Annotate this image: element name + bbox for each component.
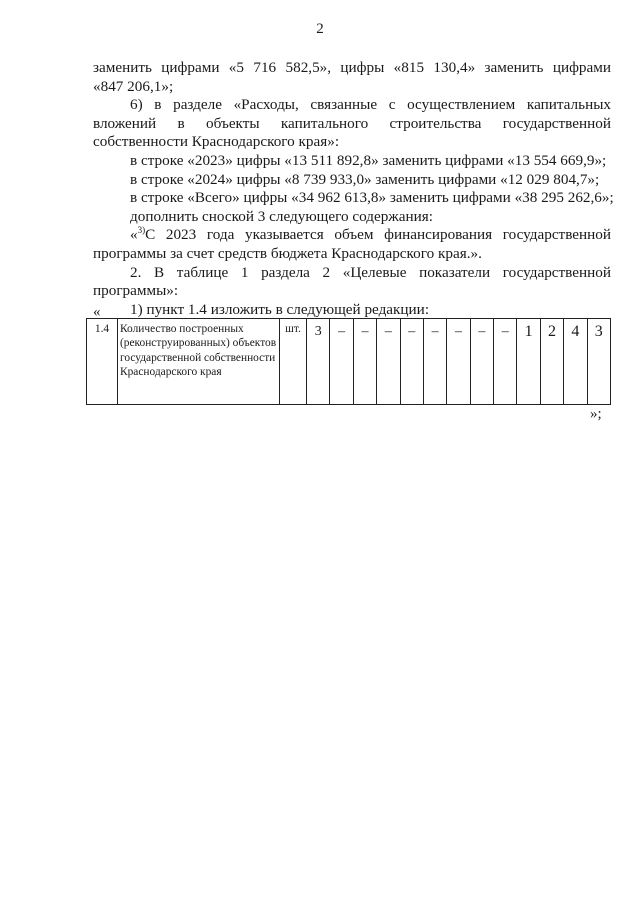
row-2024-change: в строке «2024» цифры «8 739 933,0» заменить цифрами «12 029 804,7»; [130, 170, 600, 188]
paragraph-item-6: 6) в разделе «Расходы, связанные с осуществлением капитальных вложений в объекты капитального строительства государственной собственности Краснодарского края»: [93, 96, 611, 151]
footnote-open-quote: « [130, 226, 138, 244]
footnote-body: С 2023 года указывается объем финансирования государственной программы за счет средств бюджета Краснодарского края.». [93, 226, 611, 262]
cell-value-10: 1 [517, 319, 540, 405]
cell-value-11: 2 [540, 319, 563, 405]
table-close-quote: »; [590, 406, 602, 422]
footnote-marker: 3) [137, 225, 146, 236]
cell-value-9: – [494, 319, 517, 405]
cell-value-8: – [470, 319, 493, 405]
table-row [87, 319, 611, 405]
row-2023-change: в строке «2023» цифры «13 511 892,8» заменить цифрами «13 554 669,9»; [130, 151, 607, 169]
cell-value-7: – [447, 319, 470, 405]
cell-value-12: 4 [564, 319, 587, 405]
footnote-intro: дополнить сноской 3 следующего содержания: [130, 207, 433, 225]
paragraph-line-1: заменить цифрами «5 716 582,5», цифры «815 130,4» заменить цифрами [93, 59, 611, 76]
document-body [93, 59, 614, 319]
cell-unit: шт. [280, 319, 307, 405]
paragraph-item-1: 1) пункт 1.4 изложить в следующей редакции: [130, 300, 430, 318]
paragraph-section-2: 2. В таблице 1 раздела 2 «Целевые показатели государственной программы»: [93, 263, 611, 300]
cell-item-number: 1.4 [87, 319, 118, 405]
cell-value-6: – [423, 319, 446, 405]
cell-value-1: 3 [307, 319, 330, 405]
cell-value-5: – [400, 319, 423, 405]
page-number: 2 [316, 21, 324, 37]
cell-value-2: – [330, 319, 353, 405]
table-open-quote: « [93, 304, 101, 320]
cell-indicator-name: Количество построенных (реконструированных) объектов государственной собственности Краснодарского края [118, 319, 280, 405]
cell-value-4: – [377, 319, 400, 405]
paragraph-line-2: «847 206,1»; [93, 77, 174, 95]
cell-value-13: 3 [587, 319, 611, 405]
row-total-change: в строке «Всего» цифры «34 962 613,8» заменить цифрами «38 295 262,6»; [130, 189, 614, 207]
target-indicator-table [86, 318, 611, 405]
footnote-text [93, 226, 611, 263]
cell-value-3: – [353, 319, 376, 405]
